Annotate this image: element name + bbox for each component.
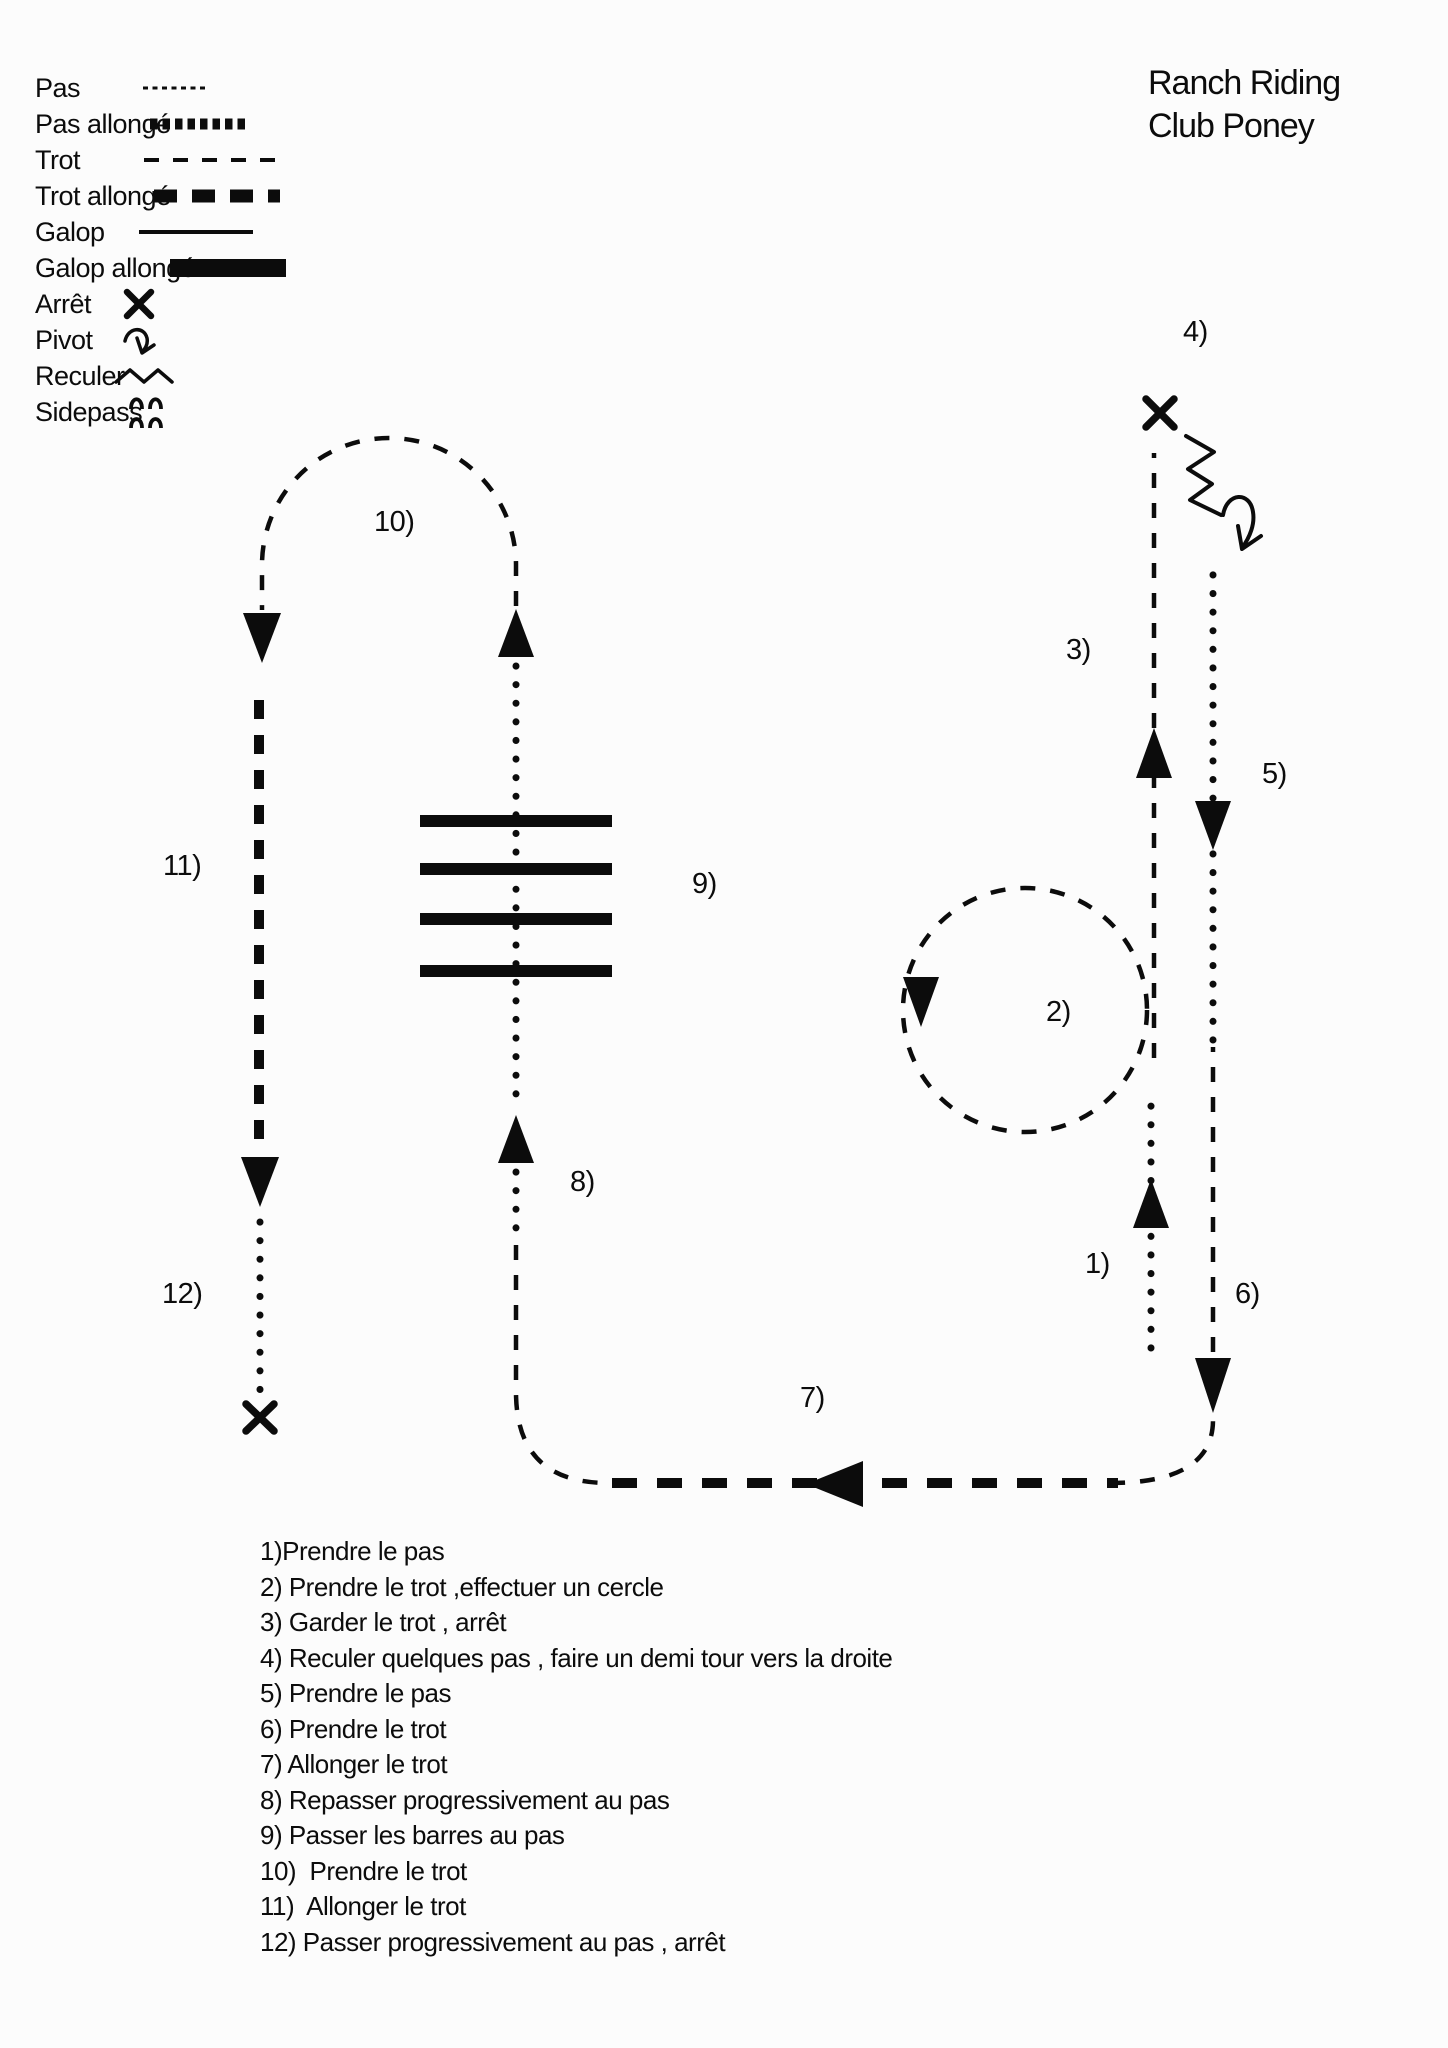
instruction-line: 10) Prendre le trot [260, 1855, 467, 1886]
legend-label: Arrêt [35, 288, 92, 319]
instruction-line: 12) Passer progressivement au pas , arrêt [260, 1926, 726, 1957]
ground-pole [420, 815, 612, 827]
direction-arrow-down-segment-11 [241, 1157, 279, 1207]
trot-corner-bottom-left [516, 1245, 608, 1483]
instruction-line: 9) Passer les barres au pas [260, 1820, 565, 1850]
waypoint-label-10: 10) [374, 506, 415, 538]
stop-x-mark-segment-3 [1146, 399, 1174, 427]
direction-arrow-up-segment-1 [1133, 1179, 1169, 1228]
instruction-line: 3) Garder le trot , arrêt [260, 1607, 507, 1637]
direction-arrow-down-segment-5 [1195, 801, 1231, 850]
waypoint-label-5: 5) [1262, 758, 1287, 790]
legend-label: Sidepass [35, 396, 143, 427]
stop-x-mark-end [246, 1404, 274, 1431]
direction-arrow-down-segment-6 [1195, 1358, 1231, 1413]
waypoint-label-3: 3) [1066, 634, 1091, 666]
instruction-line: 11) Allonger le trot [260, 1891, 466, 1921]
ground-poles [420, 815, 612, 977]
pivot-arrow [1223, 497, 1261, 549]
page-title-line2: Club Poney [1148, 107, 1314, 145]
instructions-list [260, 1534, 892, 1960]
legend-label: Galop [35, 216, 105, 247]
legend-label: Galop allongé [35, 252, 196, 283]
legend-label: Pivot [35, 324, 93, 355]
instruction-line: 8) Repasser progressivement au pas [260, 1784, 670, 1815]
direction-arrow-up-segment-8 [498, 1115, 534, 1163]
waypoint-label-4: 4) [1183, 316, 1208, 348]
waypoint-label-8: 8) [570, 1166, 595, 1198]
trot-circle-segment-2 [903, 888, 1147, 1132]
legend-label: Pas allongé [35, 108, 171, 139]
instruction-line: 2) Prendre le trot ,effectuer un cercle [260, 1571, 664, 1602]
legend-label: Trot [35, 144, 80, 175]
instruction-line: 6) Prendre le trot [260, 1713, 447, 1744]
legend-label: Reculer [35, 360, 125, 391]
direction-arrow-up-segment-10-entry [498, 609, 534, 657]
waypoint-label-6: 6) [1235, 1278, 1260, 1310]
page-title-line1: Ranch Riding [1148, 64, 1341, 102]
direction-arrow-left-segment-7 [806, 1461, 863, 1507]
legend-label: Trot allongé [35, 180, 171, 211]
instruction-line: 4) Reculer quelques pas , faire un demi tour vers la droite [260, 1642, 893, 1673]
waypoint-label-2: 2) [1046, 996, 1071, 1028]
waypoint-label-7: 7) [800, 1382, 825, 1414]
ground-pole [420, 863, 612, 875]
waypoint-label-9: 9) [692, 868, 717, 900]
waypoint-label-1: 1) [1085, 1248, 1110, 1280]
direction-arrow-down-circle [903, 977, 939, 1027]
instruction-line: 7) Allonger le trot [260, 1749, 448, 1779]
waypoint-label-12: 12) [162, 1278, 203, 1310]
direction-arrow-up-segment-3 [1136, 728, 1172, 778]
trot-corner-bottom-right [1110, 1420, 1213, 1483]
waypoint-label-11: 11) [163, 850, 202, 882]
instruction-line: 5) Prendre le pas [260, 1678, 451, 1708]
back-up-zigzag [1186, 436, 1221, 515]
ground-pole [420, 965, 612, 977]
direction-arrow-down-loop-left [243, 613, 281, 663]
instruction-line: 1)Prendre le pas [260, 1536, 445, 1566]
legend-label: Pas [35, 72, 81, 103]
ground-pole [420, 913, 612, 925]
